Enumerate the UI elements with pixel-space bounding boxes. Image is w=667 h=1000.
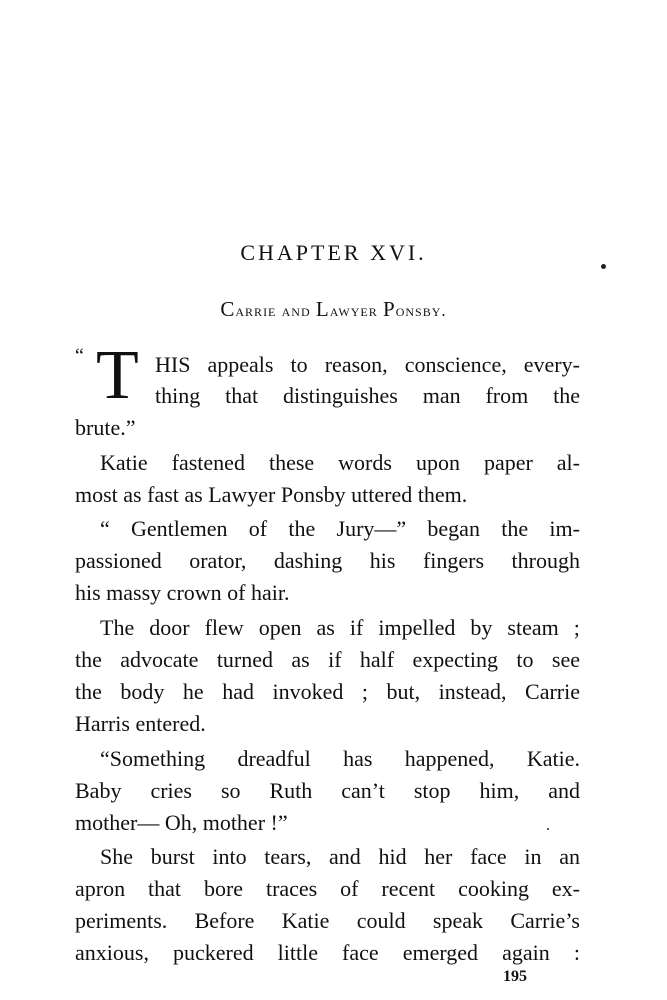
word: impelled [378,615,456,640]
text-line [100,613,580,643]
word: steam [507,615,559,640]
word: see [551,647,580,672]
word: Gentlemen [131,516,228,541]
word: burst [150,844,195,869]
word: had [222,679,254,704]
word: cooking [458,876,529,901]
title-text: arrie and [235,301,316,320]
word: by [470,615,493,640]
word: face [342,940,379,965]
word: advocate [120,647,199,672]
word: emerged [402,940,479,965]
word: every- [523,352,580,377]
page-number: 195 [503,968,527,985]
word: as [316,615,335,640]
word: Katie [281,908,330,933]
word: fingers [422,548,485,573]
word: apron [75,876,126,901]
word: but, [386,679,421,704]
word: conscience, [404,352,507,377]
word: in [524,844,542,869]
word: stop [413,778,451,803]
word: passioned [75,548,162,573]
word: flew [204,615,244,640]
word: The [100,615,135,640]
word: again [502,940,550,965]
word: and [548,778,580,803]
word: to [290,352,308,377]
word: open [258,615,302,640]
word: an [559,844,580,869]
word: happened, [404,746,495,771]
word: door [149,615,190,640]
word: orator, [189,548,247,573]
text-line [75,677,580,707]
word: “ [100,516,110,541]
word: She [100,844,133,869]
word: upon [415,450,460,475]
word: ; [573,615,580,640]
text-line [100,448,580,478]
word: turned [216,647,274,672]
word: if [349,615,364,640]
word: Carrie’s [510,908,580,933]
word: that [225,383,259,408]
word: Before [194,908,255,933]
word: that [148,876,182,901]
text-line: mother— Oh, mother !” [75,810,288,835]
word: traces [265,876,318,901]
word: Katie [100,450,148,475]
text-line [75,546,580,576]
word: of [340,876,359,901]
title-text: awyer [329,301,383,320]
title-cap: P [383,297,396,321]
text-line [100,514,580,544]
word: the [75,679,102,704]
word: recent [381,876,436,901]
word: anxious, [75,940,149,965]
text-line: most as fast as Lawyer Ponsby uttered them. [75,482,468,507]
word: has [343,746,373,771]
text-line: his massy crown of hair. [75,580,290,605]
word: Katie. [526,746,580,771]
word: him, [479,778,520,803]
word: thing [155,383,201,408]
word: half [359,647,395,672]
word: im- [549,516,580,541]
word: hid [378,844,407,869]
text-line [100,842,580,872]
word: these [268,450,315,475]
word: bore [203,876,244,901]
word: speak [432,908,484,933]
word: the [501,516,529,541]
word: Jury—” [336,516,407,541]
word: he [182,679,204,704]
word: cries [150,778,192,803]
word: little [277,940,318,965]
text-line [75,874,580,904]
word: invoked [272,679,344,704]
title-text: onsby. [395,301,447,320]
word: the [75,647,102,672]
word: HIS [155,352,191,377]
word: from [485,383,529,408]
word: Ruth [269,778,313,803]
word: ex- [551,876,580,901]
word: face [470,844,507,869]
word: into [212,844,247,869]
word: as [291,647,310,672]
text-line [100,744,580,774]
word: paper [483,450,533,475]
word: instead, [438,679,507,704]
text-line: Harris entered. [75,711,206,736]
chapter-heading: CHAPTER XVI. [240,240,427,265]
word: dreadful [237,746,311,771]
word: fastened [171,450,245,475]
text-line [155,381,580,411]
word: puckered [173,940,254,965]
word: of [248,516,268,541]
word: if [328,647,342,672]
word: the [553,383,580,408]
text-line: brute.” [75,415,136,440]
word: : [573,940,580,965]
text-line [75,938,580,968]
text-line [75,906,580,936]
word: began [427,516,480,541]
word: through [511,548,580,573]
word: Baby [75,778,122,803]
word: tears, [264,844,312,869]
ink-speck [601,264,606,269]
word: al- [556,450,580,475]
word: so [220,778,241,803]
word: periments. [75,908,168,933]
word: expecting [412,647,499,672]
word: words [338,450,392,475]
word: reason, [324,352,388,377]
drop-cap: T [96,337,139,414]
word: dashing [273,548,343,573]
word: to [516,647,534,672]
word: and [329,844,361,869]
word: Carrie [525,679,580,704]
chapter-title [0,297,667,322]
title-cap: L [315,297,330,321]
ink-speck [547,828,549,830]
word: distinguishes [282,383,398,408]
title-cap: C [220,297,236,321]
word: appeals [207,352,274,377]
drop-quote: “ [75,345,84,367]
word: man [422,383,461,408]
word: can’t [341,778,385,803]
word: body [120,679,165,704]
text-line [75,645,580,675]
text-line [75,776,580,806]
word: “Something [100,746,206,771]
word: could [356,908,406,933]
word: the [288,516,316,541]
text-line [155,350,580,380]
word: her [424,844,453,869]
word: ; [361,679,369,704]
word: his [369,548,396,573]
